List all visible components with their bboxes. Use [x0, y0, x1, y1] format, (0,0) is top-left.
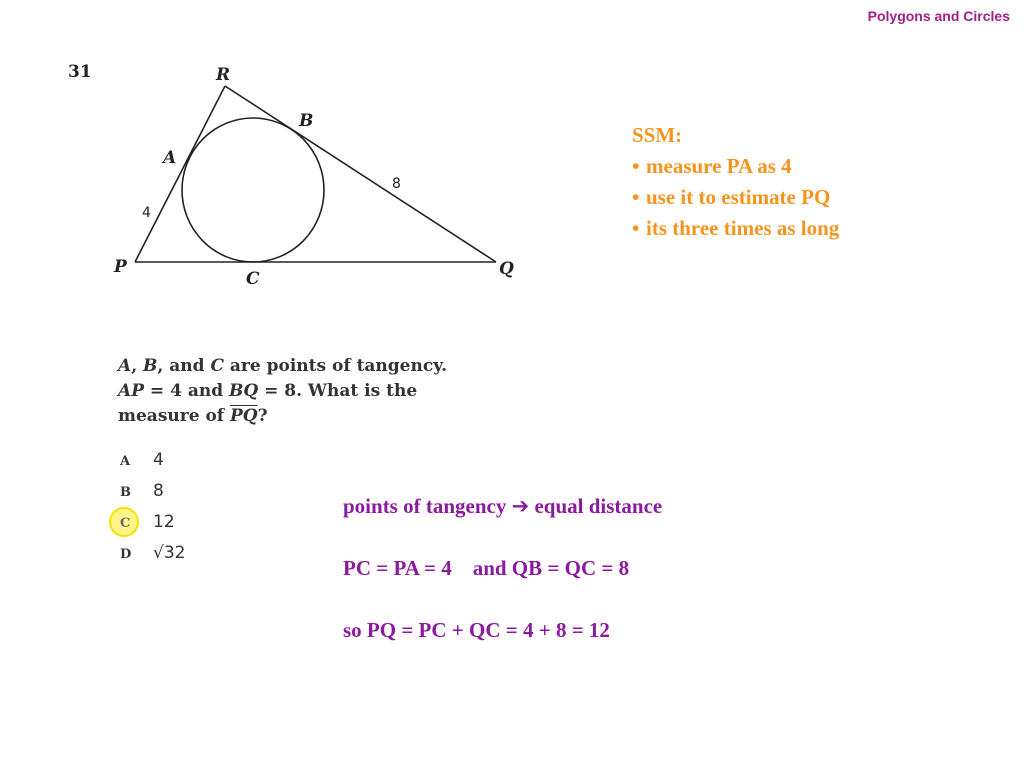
arrow-right-icon: ➔ — [511, 494, 530, 518]
side-rq — [225, 86, 496, 262]
vertex-label-r: R — [216, 65, 231, 85]
ssm-bullet: • its three times as long — [632, 213, 839, 244]
segment-bq: BQ — [229, 381, 259, 401]
tangent-label-c: C — [246, 269, 260, 289]
inscribed-circle — [182, 118, 324, 262]
solution-text-part: equal distance — [529, 494, 663, 518]
ssm-bullet: • use it to estimate PQ — [632, 182, 839, 213]
choice-value: 8 — [153, 481, 164, 501]
choice-value: 4 — [153, 450, 164, 470]
choice-value: √32 — [153, 543, 186, 563]
choice-letter-text: C — [120, 516, 131, 531]
segment-label-ap: 4 — [142, 205, 151, 221]
ssm-bullet: • measure PA as 4 — [632, 151, 839, 182]
segment-pq: $\overline{PQ}$ — [230, 406, 258, 426]
question-text-part: = 8. What is the — [258, 381, 418, 401]
vertex-label-q: Q — [499, 259, 514, 279]
solution-text-part: points of tangency — [343, 494, 512, 518]
choice-letter — [120, 516, 130, 531]
tangent-label-b: B — [299, 111, 314, 131]
question-text-part: = 4 and — [143, 381, 229, 401]
question-text-part: are points of tangency. — [223, 356, 448, 376]
solution-line-1 — [343, 494, 662, 519]
choice-letter: A — [120, 454, 131, 469]
question-text-part: measure of — [118, 406, 231, 426]
solution-line-3: so PQ = PC + QC = 4 + 8 = 12 — [343, 618, 610, 642]
question-text-part: , — [131, 356, 144, 376]
slide-title: Polygons and Circles — [867, 8, 1010, 24]
ssm-notes — [632, 120, 839, 244]
point-c: C — [210, 356, 224, 376]
point-b: B — [143, 356, 158, 376]
choice-letter: B — [120, 485, 131, 500]
question-line-2 — [118, 379, 518, 404]
question-line-3 — [118, 404, 518, 429]
choice-letter: D — [120, 547, 132, 562]
ssm-title: SSM: — [632, 123, 683, 147]
segment-label-bq: 8 — [392, 176, 401, 192]
tangent-label-a: A — [163, 148, 177, 168]
question-text-part: , and — [157, 356, 211, 376]
question-text — [118, 354, 518, 429]
question-number: 31 — [68, 62, 92, 82]
question-line-1 — [118, 354, 518, 379]
segment-ap: AP — [118, 381, 144, 401]
side-rp — [135, 86, 225, 262]
point-a: A — [118, 356, 132, 376]
question-text-part: ? — [257, 406, 268, 426]
ssm-list — [632, 151, 839, 244]
vertex-label-p: P — [114, 257, 127, 277]
solution-line-2: PC = PA = 4 and QB = QC = 8 — [343, 556, 630, 580]
choice-value: 12 — [153, 512, 175, 532]
